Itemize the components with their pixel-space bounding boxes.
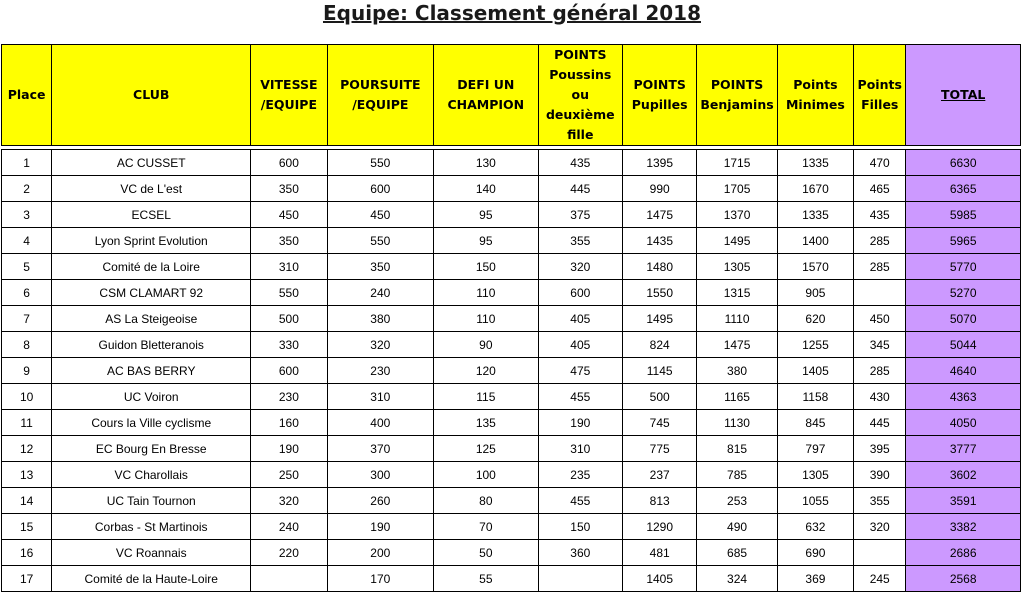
cell-poussins: 320 — [538, 254, 622, 280]
cell-poursuite: 350 — [327, 254, 434, 280]
cell-club: UC Voiron — [52, 384, 251, 410]
cell-defi: 80 — [434, 488, 539, 514]
cell-pupilles: 745 — [622, 410, 696, 436]
cell-pupilles: 824 — [622, 332, 696, 358]
cell-minimes: 845 — [777, 410, 853, 436]
cell-pupilles: 1290 — [622, 514, 696, 540]
header-club: CLUB — [52, 45, 251, 146]
table-row — [2, 462, 1021, 488]
cell-poursuite: 380 — [327, 306, 434, 332]
header-filles: Points Filles — [854, 45, 906, 146]
cell-benjamins: 785 — [697, 462, 777, 488]
cell-poursuite: 400 — [327, 410, 434, 436]
cell-poursuite: 240 — [327, 280, 434, 306]
cell-benjamins: 1475 — [697, 332, 777, 358]
cell-vitesse: 350 — [251, 176, 327, 202]
cell-defi: 90 — [434, 332, 539, 358]
cell-vitesse — [251, 566, 327, 592]
cell-benjamins: 1130 — [697, 410, 777, 436]
cell-defi: 95 — [434, 202, 539, 228]
table-row — [2, 176, 1021, 202]
cell-total: 5965 — [906, 228, 1021, 254]
cell-total: 4363 — [906, 384, 1021, 410]
cell-defi: 125 — [434, 436, 539, 462]
cell-place: 14 — [2, 488, 52, 514]
cell-pupilles: 237 — [622, 462, 696, 488]
cell-vitesse: 450 — [251, 202, 327, 228]
cell-vitesse: 250 — [251, 462, 327, 488]
cell-poursuite: 600 — [327, 176, 434, 202]
cell-poursuite: 310 — [327, 384, 434, 410]
cell-total: 3602 — [906, 462, 1021, 488]
cell-total: 6630 — [906, 150, 1021, 176]
header-place: Place — [2, 45, 52, 146]
cell-place: 12 — [2, 436, 52, 462]
cell-pupilles: 1395 — [622, 150, 696, 176]
standings-table — [1, 44, 1021, 592]
cell-total: 4050 — [906, 410, 1021, 436]
cell-pupilles: 990 — [622, 176, 696, 202]
cell-place: 16 — [2, 540, 52, 566]
cell-benjamins: 1110 — [697, 306, 777, 332]
cell-poussins: 355 — [538, 228, 622, 254]
cell-vitesse: 310 — [251, 254, 327, 280]
cell-total: 5985 — [906, 202, 1021, 228]
cell-benjamins: 1495 — [697, 228, 777, 254]
cell-minimes: 632 — [777, 514, 853, 540]
cell-place: 6 — [2, 280, 52, 306]
cell-total: 5770 — [906, 254, 1021, 280]
table-row — [2, 488, 1021, 514]
cell-filles: 465 — [854, 176, 906, 202]
cell-filles: 285 — [854, 358, 906, 384]
cell-poursuite: 230 — [327, 358, 434, 384]
cell-benjamins: 815 — [697, 436, 777, 462]
cell-pupilles: 813 — [622, 488, 696, 514]
cell-defi: 55 — [434, 566, 539, 592]
cell-vitesse: 350 — [251, 228, 327, 254]
cell-place: 17 — [2, 566, 52, 592]
cell-benjamins: 490 — [697, 514, 777, 540]
cell-club: VC de L'est — [52, 176, 251, 202]
cell-filles: 445 — [854, 410, 906, 436]
cell-place: 15 — [2, 514, 52, 540]
cell-minimes: 1400 — [777, 228, 853, 254]
cell-minimes: 1335 — [777, 150, 853, 176]
cell-club: VC Roannais — [52, 540, 251, 566]
table-body — [2, 150, 1021, 592]
cell-poursuite: 200 — [327, 540, 434, 566]
cell-place: 5 — [2, 254, 52, 280]
cell-defi: 120 — [434, 358, 539, 384]
cell-filles: 430 — [854, 384, 906, 410]
cell-minimes: 1570 — [777, 254, 853, 280]
cell-place: 4 — [2, 228, 52, 254]
cell-club: Comité de la Loire — [52, 254, 251, 280]
cell-club: AC CUSSET — [52, 150, 251, 176]
cell-pupilles: 1475 — [622, 202, 696, 228]
cell-total: 3382 — [906, 514, 1021, 540]
cell-pupilles: 775 — [622, 436, 696, 462]
cell-club: CSM CLAMART 92 — [52, 280, 251, 306]
cell-filles: 450 — [854, 306, 906, 332]
table-row — [2, 280, 1021, 306]
cell-place: 10 — [2, 384, 52, 410]
cell-poussins: 310 — [538, 436, 622, 462]
cell-club: UC Tain Tournon — [52, 488, 251, 514]
cell-defi: 110 — [434, 280, 539, 306]
cell-benjamins: 685 — [697, 540, 777, 566]
header-poussins: POINTS Poussins ou deuxième fille — [538, 45, 622, 146]
cell-total: 3591 — [906, 488, 1021, 514]
cell-total: 5070 — [906, 306, 1021, 332]
cell-place: 1 — [2, 150, 52, 176]
table-row — [2, 514, 1021, 540]
cell-club: AS La Steigeoise — [52, 306, 251, 332]
cell-filles: 345 — [854, 332, 906, 358]
cell-defi: 135 — [434, 410, 539, 436]
cell-poursuite: 320 — [327, 332, 434, 358]
cell-defi: 115 — [434, 384, 539, 410]
cell-pupilles: 1435 — [622, 228, 696, 254]
cell-club: Cours la Ville cyclisme — [52, 410, 251, 436]
cell-filles: 395 — [854, 436, 906, 462]
cell-total: 5044 — [906, 332, 1021, 358]
cell-minimes: 1255 — [777, 332, 853, 358]
cell-place: 7 — [2, 306, 52, 332]
cell-minimes: 905 — [777, 280, 853, 306]
cell-benjamins: 1705 — [697, 176, 777, 202]
cell-benjamins: 1715 — [697, 150, 777, 176]
cell-club: Guidon Bletteranois — [52, 332, 251, 358]
cell-club: Corbas - St Martinois — [52, 514, 251, 540]
cell-pupilles: 1480 — [622, 254, 696, 280]
cell-benjamins: 253 — [697, 488, 777, 514]
table-row — [2, 332, 1021, 358]
cell-total: 3777 — [906, 436, 1021, 462]
cell-benjamins: 1315 — [697, 280, 777, 306]
cell-club: ECSEL — [52, 202, 251, 228]
cell-poussins: 375 — [538, 202, 622, 228]
cell-vitesse: 220 — [251, 540, 327, 566]
table-row — [2, 306, 1021, 332]
table-row — [2, 150, 1021, 176]
cell-filles: 435 — [854, 202, 906, 228]
cell-vitesse: 230 — [251, 384, 327, 410]
cell-pupilles: 1550 — [622, 280, 696, 306]
header-total: TOTAL — [906, 45, 1021, 146]
cell-benjamins: 1305 — [697, 254, 777, 280]
cell-poussins: 455 — [538, 488, 622, 514]
cell-club: EC Bourg En Bresse — [52, 436, 251, 462]
cell-filles: 390 — [854, 462, 906, 488]
cell-poursuite: 300 — [327, 462, 434, 488]
cell-poussins: 435 — [538, 150, 622, 176]
cell-filles — [854, 540, 906, 566]
cell-minimes: 1405 — [777, 358, 853, 384]
table-row — [2, 566, 1021, 592]
cell-club: VC Charollais — [52, 462, 251, 488]
cell-vitesse: 190 — [251, 436, 327, 462]
page-title: Equipe: Classement général 2018 — [322, 1, 701, 25]
cell-poussins: 405 — [538, 332, 622, 358]
table-row — [2, 358, 1021, 384]
cell-club: Lyon Sprint Evolution — [52, 228, 251, 254]
cell-filles: 320 — [854, 514, 906, 540]
header-benjamins: POINTS Benjamins — [697, 45, 777, 146]
cell-place: 2 — [2, 176, 52, 202]
cell-poussins: 600 — [538, 280, 622, 306]
cell-defi: 50 — [434, 540, 539, 566]
cell-filles: 470 — [854, 150, 906, 176]
cell-poussins: 455 — [538, 384, 622, 410]
cell-vitesse: 240 — [251, 514, 327, 540]
cell-total: 5270 — [906, 280, 1021, 306]
cell-vitesse: 600 — [251, 358, 327, 384]
cell-poursuite: 190 — [327, 514, 434, 540]
cell-minimes: 690 — [777, 540, 853, 566]
cell-minimes: 1158 — [777, 384, 853, 410]
cell-pupilles: 481 — [622, 540, 696, 566]
cell-pupilles: 500 — [622, 384, 696, 410]
cell-club: Comité de la Haute-Loire — [52, 566, 251, 592]
cell-poussins: 405 — [538, 306, 622, 332]
cell-vitesse: 330 — [251, 332, 327, 358]
cell-defi: 150 — [434, 254, 539, 280]
cell-poursuite: 550 — [327, 150, 434, 176]
cell-defi: 130 — [434, 150, 539, 176]
table-row — [2, 384, 1021, 410]
cell-minimes: 1670 — [777, 176, 853, 202]
table-row — [2, 228, 1021, 254]
cell-defi: 140 — [434, 176, 539, 202]
cell-filles — [854, 280, 906, 306]
table-row — [2, 410, 1021, 436]
cell-poussins: 235 — [538, 462, 622, 488]
cell-minimes: 1335 — [777, 202, 853, 228]
cell-vitesse: 550 — [251, 280, 327, 306]
cell-poursuite: 370 — [327, 436, 434, 462]
cell-benjamins: 1370 — [697, 202, 777, 228]
cell-pupilles: 1405 — [622, 566, 696, 592]
header-minimes: Points Minimes — [777, 45, 853, 146]
table-row — [2, 540, 1021, 566]
cell-place: 11 — [2, 410, 52, 436]
cell-filles: 245 — [854, 566, 906, 592]
header-defi: DEFI UN CHAMPION — [434, 45, 539, 146]
cell-pupilles: 1495 — [622, 306, 696, 332]
cell-pupilles: 1145 — [622, 358, 696, 384]
cell-poussins: 360 — [538, 540, 622, 566]
cell-place: 8 — [2, 332, 52, 358]
cell-poussins: 190 — [538, 410, 622, 436]
cell-poussins: 150 — [538, 514, 622, 540]
cell-vitesse: 500 — [251, 306, 327, 332]
cell-minimes: 1305 — [777, 462, 853, 488]
cell-defi: 100 — [434, 462, 539, 488]
cell-minimes: 797 — [777, 436, 853, 462]
cell-poursuite: 170 — [327, 566, 434, 592]
cell-filles: 285 — [854, 228, 906, 254]
table-row — [2, 202, 1021, 228]
cell-vitesse: 160 — [251, 410, 327, 436]
cell-benjamins: 1165 — [697, 384, 777, 410]
cell-total: 6365 — [906, 176, 1021, 202]
table-row — [2, 254, 1021, 280]
cell-poursuite: 260 — [327, 488, 434, 514]
cell-benjamins: 380 — [697, 358, 777, 384]
cell-filles: 355 — [854, 488, 906, 514]
table-row — [2, 436, 1021, 462]
cell-vitesse: 600 — [251, 150, 327, 176]
cell-minimes: 1055 — [777, 488, 853, 514]
cell-total: 2686 — [906, 540, 1021, 566]
cell-poursuite: 450 — [327, 202, 434, 228]
cell-poursuite: 550 — [327, 228, 434, 254]
cell-place: 13 — [2, 462, 52, 488]
cell-filles: 285 — [854, 254, 906, 280]
cell-vitesse: 320 — [251, 488, 327, 514]
cell-defi: 110 — [434, 306, 539, 332]
header-row — [2, 45, 1021, 146]
cell-place: 3 — [2, 202, 52, 228]
cell-total: 4640 — [906, 358, 1021, 384]
header-poursuite: POURSUITE /EQUIPE — [327, 45, 434, 146]
cell-minimes: 620 — [777, 306, 853, 332]
cell-poussins: 475 — [538, 358, 622, 384]
cell-poussins: 445 — [538, 176, 622, 202]
cell-place: 9 — [2, 358, 52, 384]
header-vitesse: VITESSE /EQUIPE — [251, 45, 327, 146]
cell-defi: 95 — [434, 228, 539, 254]
cell-defi: 70 — [434, 514, 539, 540]
cell-poussins — [538, 566, 622, 592]
cell-minimes: 369 — [777, 566, 853, 592]
cell-total: 2568 — [906, 566, 1021, 592]
cell-benjamins: 324 — [697, 566, 777, 592]
header-pupilles: POINTS Pupilles — [622, 45, 696, 146]
cell-club: AC BAS BERRY — [52, 358, 251, 384]
